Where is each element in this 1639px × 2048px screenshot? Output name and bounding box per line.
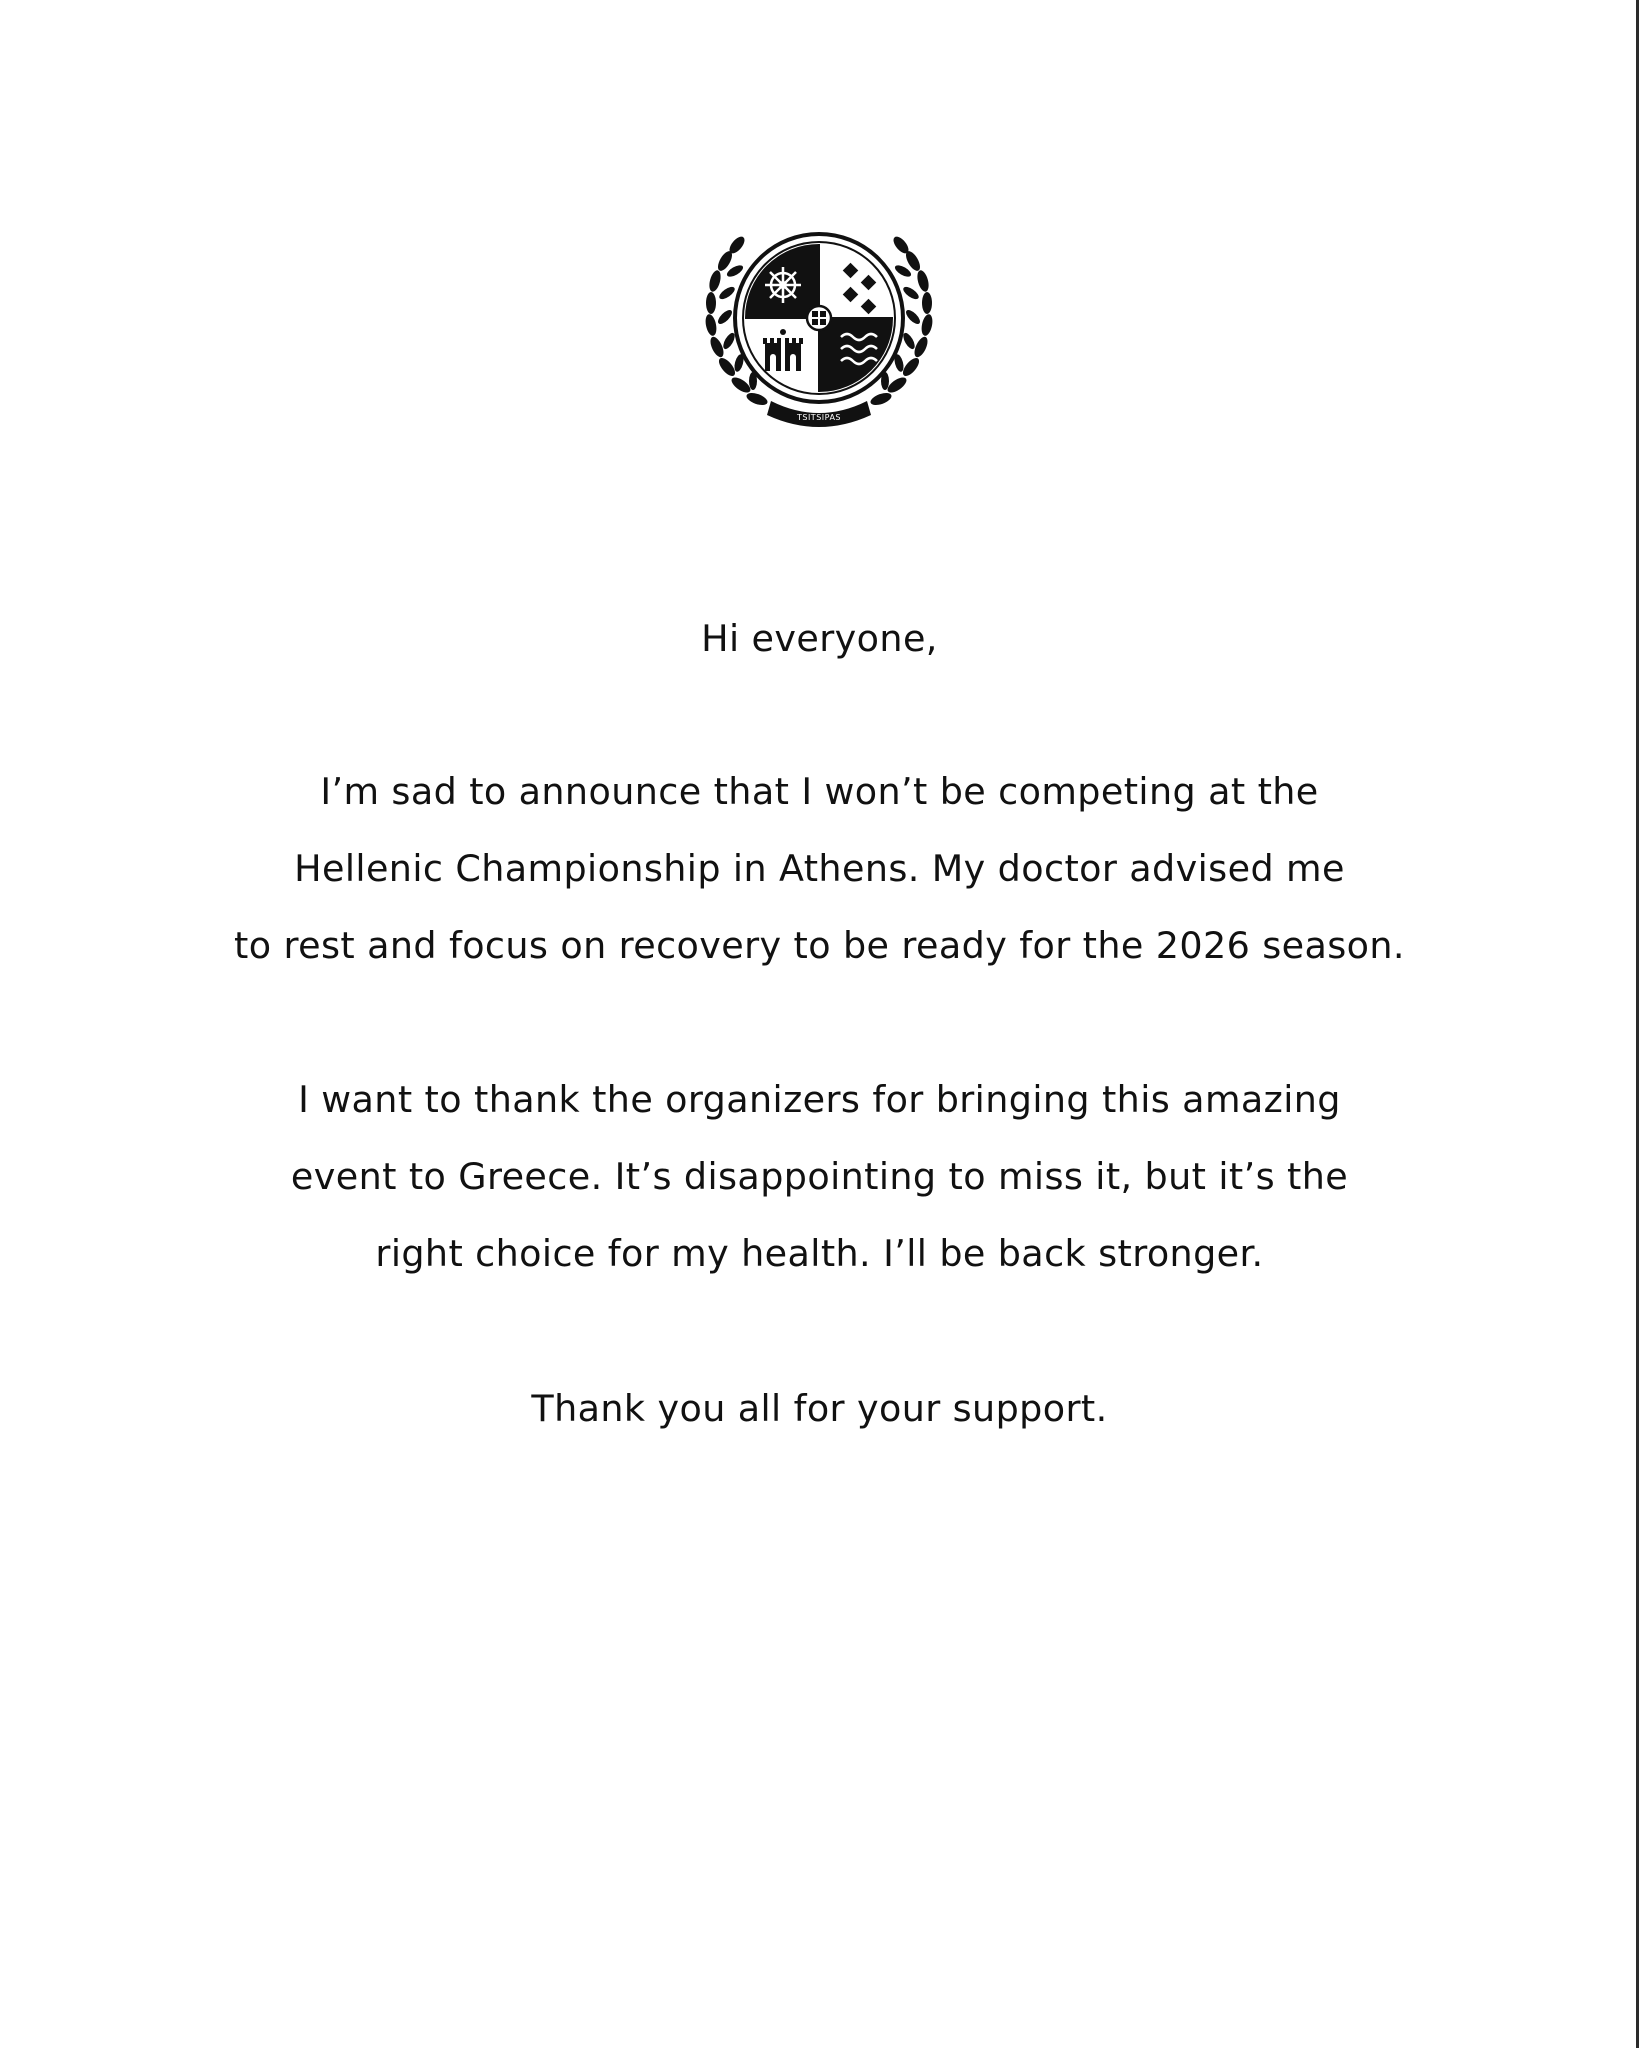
paragraph-announcement [0, 753, 1639, 984]
paragraph-line: event to Greece. It’s disappointing to miss it, but it’s the [290, 1155, 1349, 1198]
paragraph-line: I want to thank the organizers for bringing this amazing [298, 1078, 1341, 1121]
paragraph-line: right choice for my health. I’ll be back stronger. [375, 1232, 1264, 1275]
paragraph-line: to rest and focus on recovery to be ready for the 2026 season. [234, 924, 1405, 967]
closing-text [0, 1370, 1639, 1447]
crest-motto-text: TSITSIPAS [796, 413, 842, 422]
greeting-text [0, 600, 1639, 677]
family-crest-icon [699, 225, 939, 435]
closing-line: Thank you all for your support. [531, 1387, 1108, 1430]
paragraph-thanks [0, 1061, 1639, 1292]
greeting-line: Hi everyone, [701, 617, 938, 660]
paragraph-line: I’m sad to announce that I won’t be competing at the [320, 770, 1319, 813]
paragraph-line: Hellenic Championship in Athens. My doctor advised me [294, 847, 1345, 890]
